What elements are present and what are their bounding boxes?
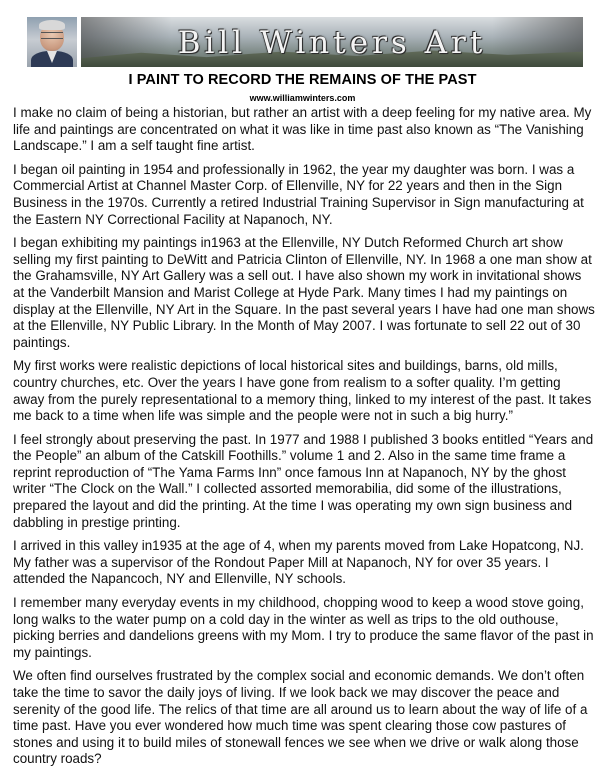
article-body [13,105,595,775]
paragraph-exhibitions: I began exhibiting my paintings in1963 at the Ellenville, NY Dutch Reformed Church art show selling my first painting to DeWitt and Patricia Clinton of Ellenville, NY. In 1968 a one man show at the Grahamsville, NY Art Gallery was a sell out. I have also shown my work in invitational shows at the Vanderbilt Mansion and Marist College at Hyde Park. Many times I had my paintings on display at the Ellenville, NY Art in the Square. In the past several years I have had one man shows at the Ellenville, NY Public Library. In the Month of May 2007. I was fortunate to sell 22 out of 30 paintings. [13,235,595,350]
banner [81,17,583,67]
paragraph-reflection: We often find ourselves frustrated by the complex social and economic demands. We don’t often take the time to savor the daily joys of living. If we look back we may discover the peace and serenity of the good life. The relics of that time are all around us to learn about the way of life of a time past. Have you ever wondered how much time was spent clearing those cow pastures of stones and using it to build miles of stonewall fences we see when we drive or walk along those country roads? [13,668,588,767]
portrait-glasses [41,32,63,39]
paragraph-childhood-arrival: I arrived in this valley in1935 at the age of 4, when my parents moved from Lake Hopatcong, NJ. My father was a supervisor of the Rondout Paper Mill at Napanoch, NY for over 35 years. I attended the Napancoch, NY and Ellenville, NY schools. [13,538,584,587]
paragraph-memories: I remember many everyday events in my childhood, chopping wood to keep a wood stove going, long walks to the water pump on a cold day in the winter as well as trips to the old outhouse, picking berries and dandelions greens with my Mom. I try to produce the same flavor of the past in my paintings. [13,595,594,660]
banner-title: Bill Winters Art [177,25,487,61]
paragraph-intro: I make no claim of being a historian, but rather an artist with a deep feeling for my native area. My life and paintings are concentrated on what it was like in time past also known as “The Vanishing Landscape.” I am a self taught fine artist. [13,105,592,154]
page-headline: I PAINT TO RECORD THE REMAINS OF THE PAST [128,72,477,88]
website-url: www.williamwinters.com [249,93,356,103]
paragraph-career: I began oil painting in 1954 and professionally in 1962, the year my daughter was born. I was a Commercial Artist at Channel Master Corp. of Ellenville, NY for 22 years and then in the Sign Business in the 1970s. Currently a retired Industrial Training Supervisor in Sign manufacturing at the Eastern NY Correctional Facility at Napanoch, NY. [13,161,584,227]
portrait-hair [39,20,65,30]
paragraph-books: I feel strongly about preserving the past. In 1977 and 1988 I published 3 books entitled “Years and the People” an album of the Catskill Foothills.” volume 1 and 2. Also in the same time frame a reprint reproduction of “The Yama Farms Inn” once famous Inn at Napanoch, NY by the ghost writer “The Clock on the Wall.” I collected assorted memorabilia, did some of the illustrations, prepared the layout and did the printing. At the time I was operating my own sign business and dabbling in prestige printing. [13,431,594,530]
paragraph-first-works: My first works were realistic depictions of local historical sites and buildings, barns, old mills, country churches, etc. Over the years I have gone from realism to a softer quality. I’m getting away from the purely representational to a memory thing, linked to my interest of the past. It takes me back to a time when life was simple and the people were not in such a big hurry.” [13,358,592,424]
header [27,17,583,67]
artist-portrait [27,17,77,67]
